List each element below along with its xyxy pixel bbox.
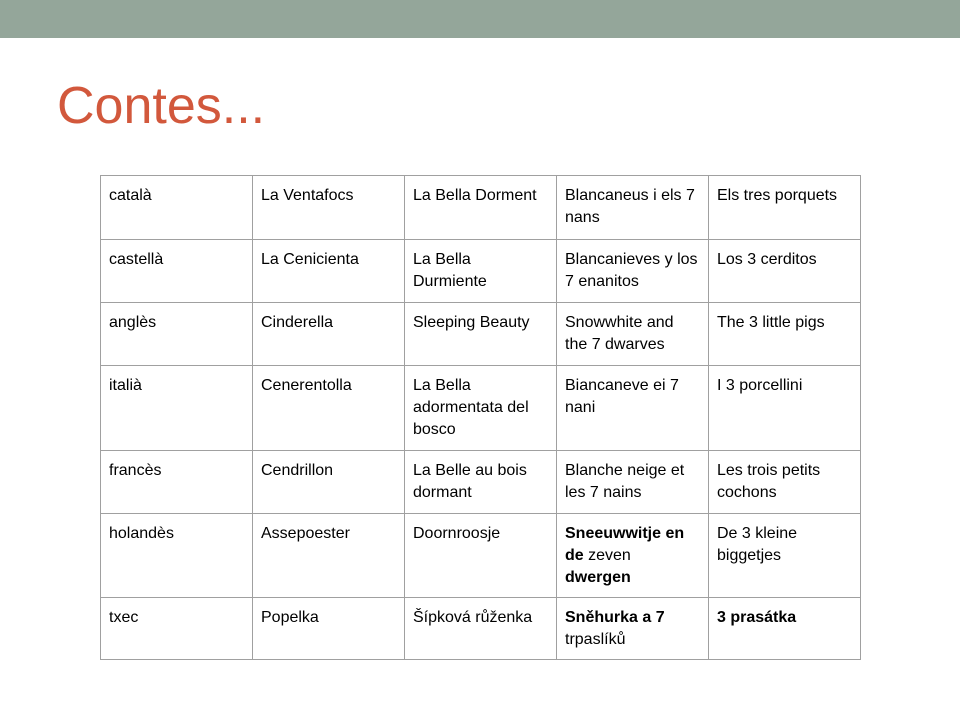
table-cell: Sleeping Beauty — [405, 303, 557, 366]
table-cell: La Bella Durmiente — [405, 240, 557, 303]
table-row — [101, 598, 861, 660]
table-row — [101, 240, 861, 303]
language-cell: català — [101, 176, 253, 240]
table-cell: The 3 little pigs — [709, 303, 861, 366]
table-cell: Blanche neige et les 7 nains — [557, 451, 709, 514]
table-cell — [557, 598, 709, 660]
cell-text-bold: dwergen — [565, 569, 631, 586]
table-cell: La Bella Dorment — [405, 176, 557, 240]
table-cell: Blancanieves y los 7 enanitos — [557, 240, 709, 303]
cell-text: zeven — [583, 547, 631, 564]
table-cell: La Cenicienta — [253, 240, 405, 303]
cell-text: trpaslíků — [565, 631, 626, 648]
table-cell: Šípková růženka — [405, 598, 557, 660]
table-row — [101, 366, 861, 451]
top-accent-bar — [0, 0, 960, 38]
table-cell: Els tres porquets — [709, 176, 861, 240]
table-cell: Cinderella — [253, 303, 405, 366]
table-cell: Les trois petits cochons — [709, 451, 861, 514]
language-cell: francès — [101, 451, 253, 514]
cell-text-bold: Sněhurka a 7 — [565, 609, 665, 626]
table-cell: La Belle au bois dormant — [405, 451, 557, 514]
table-cell: La Bella adormentata del bosco — [405, 366, 557, 451]
slide-title: Contes... — [57, 77, 266, 135]
fairy-tales-table — [100, 175, 861, 660]
table-row — [101, 176, 861, 240]
language-cell: italià — [101, 366, 253, 451]
table-cell: I 3 porcellini — [709, 366, 861, 451]
table-row — [101, 451, 861, 514]
table-cell: De 3 kleine biggetjes — [709, 514, 861, 598]
cell-text-bold: Sneeuwwitje en de — [565, 525, 685, 564]
language-cell: castellà — [101, 240, 253, 303]
table-cell: Los 3 cerditos — [709, 240, 861, 303]
table-cell: Snowwhite and the 7 dwarves — [557, 303, 709, 366]
table-cell: La Ventafocs — [253, 176, 405, 240]
table-row — [101, 514, 861, 598]
table-cell: Biancaneve ei 7 nani — [557, 366, 709, 451]
table-cell: Doornroosje — [405, 514, 557, 598]
table-cell: Blancaneus i els 7 nans — [557, 176, 709, 240]
language-cell: txec — [101, 598, 253, 660]
language-cell: holandès — [101, 514, 253, 598]
table-cell: Cendrillon — [253, 451, 405, 514]
language-cell: anglès — [101, 303, 253, 366]
table-cell: Popelka — [253, 598, 405, 660]
table-cell — [557, 514, 709, 598]
table-cell: 3 prasátka — [709, 598, 861, 660]
table-row — [101, 303, 861, 366]
table-cell: Cenerentolla — [253, 366, 405, 451]
table-cell: Assepoester — [253, 514, 405, 598]
